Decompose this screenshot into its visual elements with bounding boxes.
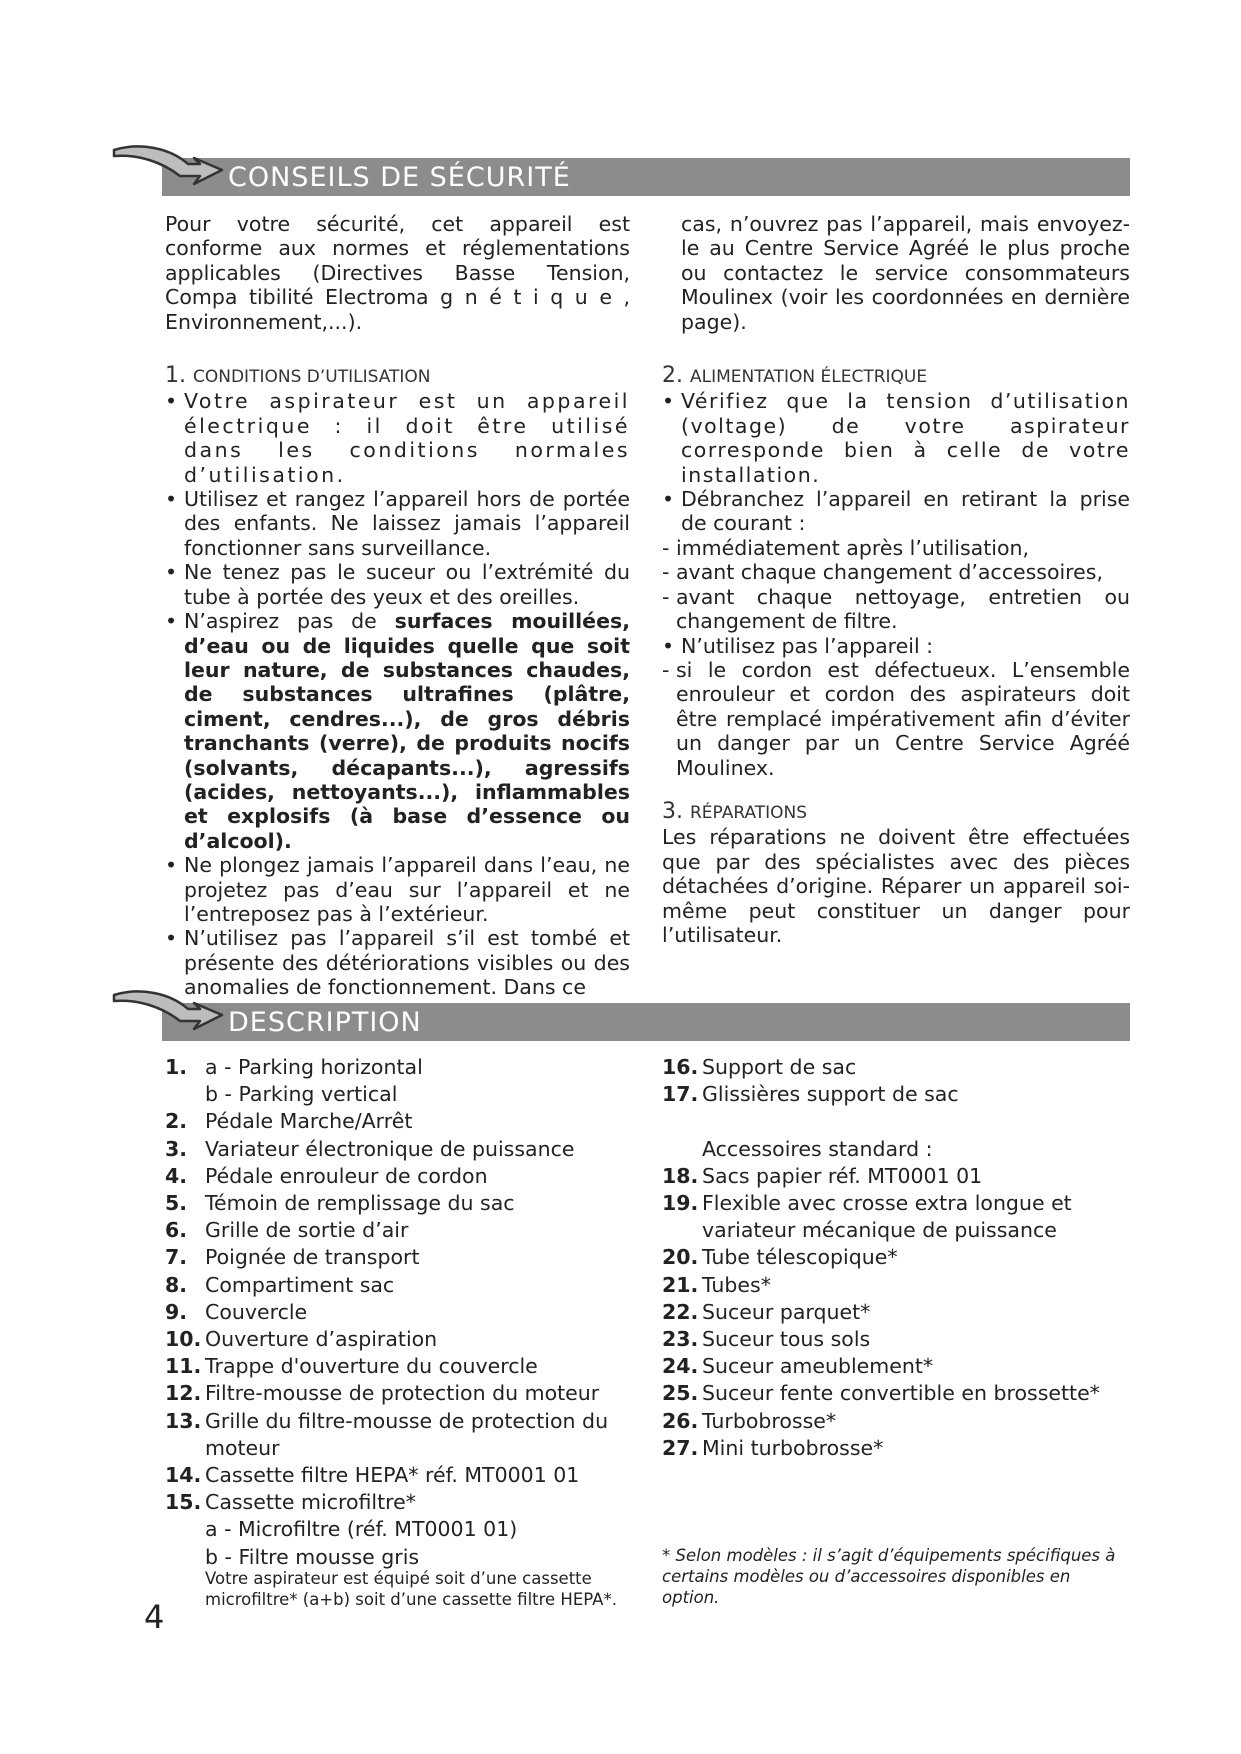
- item-text: variateur mécanique de puissance: [702, 1218, 1057, 1243]
- section-title: RÉPARATIONS: [690, 802, 808, 823]
- item-number: 27.: [662, 1435, 699, 1460]
- list-item: [165, 1544, 635, 1571]
- list-item: [165, 1408, 635, 1435]
- item-text: Cassette filtre HEPA* réf. MT0001 01: [205, 1463, 580, 1488]
- list-item: [165, 1353, 635, 1380]
- list-item: [165, 1163, 635, 1190]
- list-item: [662, 1244, 1130, 1271]
- list-item: [165, 1435, 635, 1462]
- item-number: 22.: [662, 1299, 699, 1324]
- bullet-item: • Votre aspirateur est un appareil électrique : il doit être utilisé dans les conditions normales d’utilisation.: [165, 389, 630, 487]
- bullet-item-warning: [165, 609, 630, 853]
- warning-bold-text: surfaces mouillées, d’eau ou de liquides quelle que soit leur nature, de substances chaudes, de substances ultrafines (plâtre, ciment, cendres...), de gros débris tranchants (verre), de produits nocifs (solvants, décapants...), agressifs (acides, nettoyants...), inflammables et explosifs (à base d’essence ou d’alcool).: [184, 609, 630, 853]
- warning-lead: N’aspirez pas de: [184, 609, 377, 634]
- item-number: 3.: [165, 1136, 188, 1161]
- bullet-item: • Ne tenez pas le suceur ou l’extrémité du tube à portée des yeux et des oreilles.: [165, 560, 630, 609]
- item-number: 5.: [165, 1191, 188, 1216]
- item-text: b - Parking vertical: [205, 1082, 398, 1107]
- list-item: [662, 1408, 1130, 1435]
- list-item: [165, 1326, 635, 1353]
- item-text: a - Microfiltre (réf. MT0001 01): [205, 1517, 518, 1542]
- item-text: Témoin de remplissage du sac: [205, 1191, 515, 1216]
- item-number: 7.: [165, 1245, 188, 1270]
- item-number: 23.: [662, 1327, 699, 1352]
- list-item: [662, 1163, 1130, 1190]
- dash-item: - avant chaque changement d’accessoires,: [662, 560, 1130, 584]
- safety-intro: Pour votre sécurité, cet appareil est conforme aux normes et réglementations applicables (Directives Basse Tension, Compa tibilité Electroma g n é t i q u e , Environnement,...).: [165, 212, 630, 334]
- item-number: 14.: [165, 1463, 202, 1488]
- item-text: Compartiment sac: [205, 1272, 395, 1297]
- item-text: Flexible avec crosse extra longue et: [702, 1191, 1072, 1216]
- item-text: Ouverture d’aspiration: [205, 1327, 438, 1352]
- item-number: 1.: [165, 1055, 188, 1079]
- item-text: Glissières support de sac: [702, 1082, 959, 1107]
- list-item: [165, 1489, 635, 1516]
- item-text: Mini turbobrosse*: [702, 1435, 884, 1460]
- list-item: [165, 1462, 635, 1489]
- item-number: 24.: [662, 1354, 699, 1379]
- item-number: 19.: [662, 1191, 699, 1216]
- item-number: 16.: [662, 1055, 699, 1079]
- list-item: [165, 1054, 635, 1081]
- arrow-icon: [110, 985, 240, 1047]
- item-text: Suceur ameublement*: [702, 1354, 934, 1379]
- list-item: [662, 1136, 1130, 1163]
- item-number: 17.: [662, 1082, 699, 1107]
- safety-left-column: [165, 212, 630, 1000]
- bullet-item: • N’utilisez pas l’appareil :: [662, 634, 1130, 658]
- list-item: [165, 1380, 635, 1407]
- cassette-note: Votre aspirateur est équipé soit d’une cassette microfiltre* (a+b) soit d’une cassette filtre HEPA*.: [205, 1569, 617, 1609]
- item-text: Cassette microfiltre*: [205, 1490, 416, 1515]
- item-number: 13.: [165, 1408, 202, 1433]
- list-item: [662, 1081, 1130, 1108]
- section-number: 3.: [662, 798, 683, 824]
- list-item: [165, 1190, 635, 1217]
- list-item: [662, 1217, 1130, 1244]
- item-number: 21.: [662, 1272, 699, 1297]
- section-number: 2.: [662, 363, 683, 389]
- list-item: [662, 1054, 1130, 1081]
- list-item: [662, 1190, 1130, 1217]
- page-number: 4: [144, 1598, 165, 1636]
- list-item: [662, 1299, 1130, 1326]
- item-text: Pédale enrouleur de cordon: [205, 1163, 488, 1188]
- item-number: 8.: [165, 1272, 188, 1297]
- bullet-item: • Utilisez et rangez l’appareil hors de portée des enfants. Ne laissez jamais l’appareil fonctionner sans surveillance.: [165, 487, 630, 560]
- item-text: Variateur électronique de puissance: [205, 1136, 575, 1161]
- item-number: 20.: [662, 1245, 699, 1270]
- list-item: [165, 1136, 635, 1163]
- list-item: [165, 1244, 635, 1271]
- item-text: Couvercle: [205, 1299, 308, 1324]
- section-banner-description: [110, 985, 1130, 1047]
- list-item: [662, 1272, 1130, 1299]
- arrow-icon: [110, 140, 240, 202]
- list-item: [662, 1108, 1130, 1135]
- item-number: 10.: [165, 1327, 202, 1352]
- list-item: [165, 1217, 635, 1244]
- section-title: CONDITIONS D’UTILISATION: [193, 367, 431, 388]
- item-text: a - Parking horizontal: [205, 1055, 423, 1079]
- item-number: 6.: [165, 1218, 188, 1243]
- list-item: [662, 1435, 1130, 1462]
- item-number: 2.: [165, 1109, 188, 1134]
- footnote: * Selon modèles : il s’agit d’équipements spécifiques à certains modèles ou d’accessoires disponibles en option.: [662, 1546, 1116, 1607]
- item-text: Grille de sortie d’air: [205, 1218, 409, 1243]
- banner-title: DESCRIPTION: [228, 1007, 422, 1038]
- section-heading-power: [662, 364, 1130, 389]
- list-item: [662, 1353, 1130, 1380]
- dash-item: - si le cordon est défectueux. L’ensemble enrouleur et cordon des aspirateurs doit être remplacé impérativement afin d’éviter un danger par un Centre Service Agréé Moulinex.: [662, 658, 1130, 780]
- dash-item: - immédiatement après l’utilisation,: [662, 536, 1130, 560]
- item-text: moteur: [205, 1435, 280, 1460]
- item-text: Filtre-mousse de protection du moteur: [205, 1381, 600, 1406]
- parts-list-left: [165, 1054, 635, 1571]
- list-item: [165, 1108, 635, 1135]
- list-item: [165, 1272, 635, 1299]
- repairs-text: Les réparations ne doivent être effectuées que par des spécialistes avec des pièces détachées d’origine. Réparer un appareil soi-même peut constituer un danger pour l’utilisateur.: [662, 825, 1130, 947]
- list-item: [662, 1380, 1130, 1407]
- item-text: Suceur fente convertible en brossette*: [702, 1381, 1100, 1406]
- safety-intro-continued: cas, n’ouvrez pas l’appareil, mais envoyez-le au Centre Service Agréé le plus proche ou contactez le service consommateurs Moulinex (voir les coordonnées en dernière page).: [681, 212, 1130, 334]
- list-item: [165, 1081, 635, 1108]
- item-text: Sacs papier réf. MT0001 01: [702, 1163, 983, 1188]
- bullet-item: • Vérifiez que la tension d’utilisation (voltage) de votre aspirateur corresponde bien à celle de votre installation.: [662, 389, 1130, 487]
- item-number: 12.: [165, 1381, 202, 1406]
- item-number: 11.: [165, 1354, 202, 1379]
- item-text: Suceur parquet*: [702, 1299, 871, 1324]
- safety-right-column: [662, 212, 1130, 947]
- item-text: Suceur tous sols: [702, 1327, 871, 1352]
- item-text: Trappe d'ouverture du couvercle: [205, 1354, 538, 1379]
- item-number: 15.: [165, 1490, 202, 1515]
- item-number: 26.: [662, 1408, 699, 1433]
- item-text: Accessoires standard :: [702, 1136, 933, 1161]
- bullet-item: • Débranchez l’appareil en retirant la prise de courant :: [662, 487, 1130, 536]
- item-text: Support de sac: [702, 1055, 857, 1079]
- item-text: [702, 1109, 709, 1133]
- item-text: Grille du filtre-mousse de protection du: [205, 1408, 609, 1433]
- item-text: Tubes*: [702, 1272, 771, 1297]
- banner-title: CONSEILS DE SÉCURITÉ: [228, 162, 571, 193]
- list-item: [165, 1516, 635, 1543]
- section-heading-conditions: [165, 364, 630, 389]
- bullet-item: • Ne plongez jamais l’appareil dans l’eau, ne projetez pas d’eau sur l’appareil et ne l’entreposez pas à l’extérieur.: [165, 853, 630, 926]
- item-text: Poignée de transport: [205, 1245, 420, 1270]
- item-text: Turbobrosse*: [702, 1408, 837, 1433]
- section-number: 1.: [165, 363, 186, 389]
- bullet-item: • N’utilisez pas l’appareil s’il est tombé et présente des détériorations visibles ou des anomalies de fonctionnement. Dans ce: [165, 926, 630, 999]
- dash-item: - avant chaque nettoyage, entretien ou changement de filtre.: [662, 585, 1130, 634]
- section-title: ALIMENTATION ÉLECTRIQUE: [690, 367, 928, 388]
- parts-list-right: [662, 1054, 1130, 1462]
- list-item: [662, 1326, 1130, 1353]
- item-text: b - Filtre mousse gris: [205, 1544, 420, 1569]
- item-number: 4.: [165, 1163, 188, 1188]
- list-item: [165, 1299, 635, 1326]
- item-number: 18.: [662, 1163, 699, 1188]
- section-banner-safety: [110, 140, 1130, 202]
- item-number: 25.: [662, 1381, 699, 1406]
- item-number: 9.: [165, 1299, 188, 1324]
- item-text: Pédale Marche/Arrêt: [205, 1109, 413, 1134]
- section-heading-repairs: [662, 800, 1130, 825]
- item-text: Tube télescopique*: [702, 1245, 898, 1270]
